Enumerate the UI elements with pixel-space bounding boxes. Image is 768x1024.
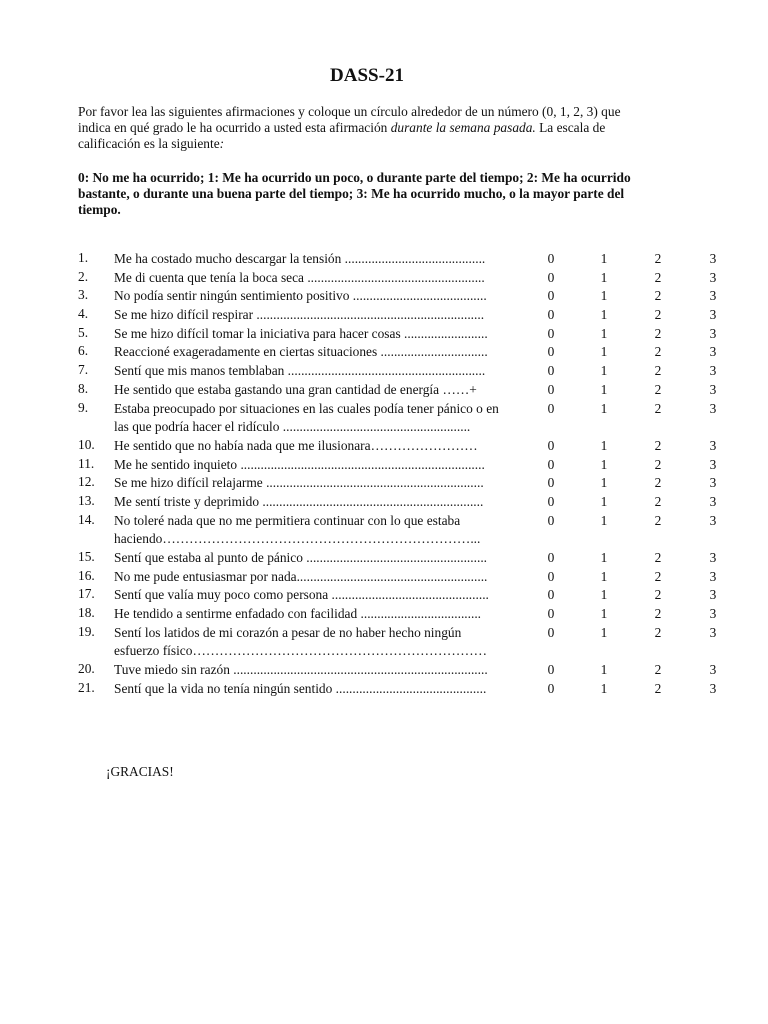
item-statement: He sentido que no había nada que me ilusionara…………………… <box>114 437 478 453</box>
questionnaire-item <box>78 287 728 306</box>
rating-option-1[interactable]: 1 <box>600 512 608 528</box>
instructions-text-part1: Por favor lea las siguientes afirmaciones y coloque un círculo alrededor de un número (0, 1, 2, 3) que indica en qué grado le ha ocurrido a usted esta afirmación <box>78 104 621 136</box>
rating-option-0[interactable]: 0 <box>547 606 555 622</box>
rating-option-1[interactable]: 1 <box>600 624 608 640</box>
item-number: 8. <box>78 380 89 396</box>
item-statement: Tuve miedo sin razón ............................................................................ <box>114 662 488 678</box>
questionnaire-items <box>78 250 728 699</box>
rating-option-2[interactable]: 2 <box>654 624 662 640</box>
item-number: 1. <box>78 250 89 265</box>
rating-option-0[interactable]: 0 <box>547 662 555 678</box>
rating-option-2[interactable]: 2 <box>654 288 662 304</box>
rating-option-0[interactable]: 0 <box>547 325 555 341</box>
rating-option-3[interactable]: 3 <box>709 400 717 416</box>
item-statement: Se me hizo difícil relajarme ................................................................. <box>114 475 484 491</box>
rating-option-2[interactable]: 2 <box>654 568 662 584</box>
rating-option-2[interactable]: 2 <box>654 269 662 285</box>
questionnaire-item <box>78 437 728 456</box>
item-statement: Se me hizo difícil respirar .................................................................... <box>114 307 485 323</box>
item-number: 19. <box>78 623 95 639</box>
item-number: 5. <box>78 324 89 340</box>
rating-option-2[interactable]: 2 <box>654 325 662 341</box>
item-number: 10. <box>78 436 95 452</box>
rating-option-1[interactable]: 1 <box>600 381 608 397</box>
item-statement: He sentido que estaba gastando una gran cantidad de energía ……+ <box>114 381 477 397</box>
rating-option-0[interactable]: 0 <box>547 624 555 640</box>
rating-option-0[interactable]: 0 <box>547 475 555 491</box>
item-statement: Me he sentido inquieto ......................................................................... <box>114 456 485 472</box>
item-number: 2. <box>78 268 89 284</box>
rating-option-3[interactable]: 3 <box>709 606 717 622</box>
item-statement: No podía sentir ningún sentimiento positivo ........................................ <box>114 288 487 304</box>
rating-option-3[interactable]: 3 <box>709 307 717 323</box>
rating-option-1[interactable]: 1 <box>600 363 608 379</box>
rating-option-0[interactable]: 0 <box>547 456 555 472</box>
questionnaire-item <box>78 474 728 493</box>
rating-option-1[interactable]: 1 <box>600 251 608 266</box>
rating-option-3[interactable]: 3 <box>709 475 717 491</box>
rating-option-3[interactable]: 3 <box>709 680 717 696</box>
rating-option-3[interactable]: 3 <box>709 550 717 566</box>
item-statement: Sentí que estaba al punto de pánico ...................................................... <box>114 550 488 566</box>
rating-option-1[interactable]: 1 <box>600 475 608 491</box>
questionnaire-item <box>78 512 728 549</box>
instructions-emphasis: durante la semana pasada. <box>390 120 536 136</box>
questionnaire-item <box>78 400 728 437</box>
item-number: 7. <box>78 362 89 378</box>
item-number: 6. <box>78 343 89 359</box>
rating-option-1[interactable]: 1 <box>600 307 608 323</box>
rating-option-0[interactable]: 0 <box>547 269 555 285</box>
rating-option-0[interactable]: 0 <box>547 437 555 453</box>
rating-option-1[interactable]: 1 <box>600 550 608 566</box>
rating-option-1[interactable]: 1 <box>600 568 608 584</box>
questionnaire-item <box>78 269 728 288</box>
item-statement: No toleré nada que no me permitiera continuar con lo que estaba haciendo……………………………………………………………... <box>114 512 481 547</box>
item-statement: Se me hizo difícil tomar la iniciativa para hacer cosas ......................... <box>114 325 488 341</box>
rating-option-3[interactable]: 3 <box>709 512 717 528</box>
rating-option-3[interactable]: 3 <box>709 251 717 266</box>
rating-option-1[interactable]: 1 <box>600 400 608 416</box>
questionnaire-item <box>78 568 728 587</box>
rating-option-0[interactable]: 0 <box>547 381 555 397</box>
rating-option-2[interactable]: 2 <box>654 363 662 379</box>
rating-option-3[interactable]: 3 <box>709 381 717 397</box>
rating-option-0[interactable]: 0 <box>547 550 555 566</box>
item-number: 18. <box>78 605 95 621</box>
questionnaire-item <box>78 306 728 325</box>
rating-option-1[interactable]: 1 <box>600 662 608 678</box>
rating-option-2[interactable]: 2 <box>654 344 662 360</box>
rating-option-2[interactable]: 2 <box>654 251 662 266</box>
rating-scale-description: 0: No me ha ocurrido; 1: Me ha ocurrido un poco, o durante parte del tiempo; 2: Me ha ocurrido bastante, o durante una buena parte del tiempo; 3: Me ha ocurrido mucho, o la mayor parte del tiempo. <box>78 170 631 218</box>
item-statement: He tendido a sentirme enfadado con facilidad .................................... <box>114 606 482 622</box>
questionnaire-item <box>78 680 728 699</box>
rating-option-1[interactable]: 1 <box>600 493 608 509</box>
questionnaire-item <box>78 381 728 400</box>
rating-option-2[interactable]: 2 <box>654 680 662 696</box>
rating-option-2[interactable]: 2 <box>654 512 662 528</box>
instructions-colon: : <box>219 136 225 152</box>
rating-option-3[interactable]: 3 <box>709 662 717 678</box>
rating-option-2[interactable]: 2 <box>654 400 662 416</box>
rating-option-0[interactable]: 0 <box>547 288 555 304</box>
rating-option-0[interactable]: 0 <box>547 251 555 266</box>
item-number: 9. <box>78 399 89 415</box>
rating-option-2[interactable]: 2 <box>654 437 662 453</box>
rating-option-0[interactable]: 0 <box>547 363 555 379</box>
rating-option-3[interactable]: 3 <box>709 344 717 360</box>
rating-option-0[interactable]: 0 <box>547 680 555 696</box>
rating-option-2[interactable]: 2 <box>654 606 662 622</box>
rating-option-1[interactable]: 1 <box>600 456 608 472</box>
rating-option-1[interactable]: 1 <box>600 680 608 696</box>
page-title: DASS-21 <box>330 65 404 86</box>
rating-option-3[interactable]: 3 <box>709 587 717 603</box>
rating-option-0[interactable]: 0 <box>547 587 555 603</box>
rating-option-2[interactable]: 2 <box>654 307 662 323</box>
rating-option-3[interactable]: 3 <box>709 456 717 472</box>
item-number: 12. <box>78 474 95 490</box>
item-statement: Me sentí triste y deprimido .................................................................. <box>114 493 484 509</box>
item-number: 17. <box>78 586 95 602</box>
rating-option-1[interactable]: 1 <box>600 437 608 453</box>
rating-option-3[interactable]: 3 <box>709 363 717 379</box>
item-statement: Sentí los latidos de mi corazón a pesar de no haber hecho ningún esfuerzo físico………………………………………………………… <box>114 624 488 659</box>
rating-option-3[interactable]: 3 <box>709 624 717 640</box>
questionnaire-item <box>78 493 728 512</box>
rating-option-2[interactable]: 2 <box>654 662 662 678</box>
rating-option-2[interactable]: 2 <box>654 475 662 491</box>
rating-option-1[interactable]: 1 <box>600 606 608 622</box>
rating-option-1[interactable]: 1 <box>600 325 608 341</box>
item-statement: Reaccioné exageradamente en ciertas situaciones ................................ <box>114 344 488 360</box>
rating-option-2[interactable]: 2 <box>654 381 662 397</box>
item-statement: Sentí que la vida no tenía ningún sentido ............................................. <box>114 680 487 696</box>
rating-option-0[interactable]: 0 <box>547 568 555 584</box>
item-number: 4. <box>78 306 89 322</box>
item-statement: Me di cuenta que tenía la boca seca ..................................................... <box>114 269 485 285</box>
rating-option-0[interactable]: 0 <box>547 344 555 360</box>
thanks-message: ¡GRACIAS! <box>106 764 174 779</box>
rating-option-0[interactable]: 0 <box>547 512 555 528</box>
instructions-text-part2: La escala de calificación es la siguiente <box>78 120 606 152</box>
rating-option-1[interactable]: 1 <box>600 344 608 360</box>
item-number: 16. <box>78 567 95 583</box>
questionnaire-item <box>78 605 728 624</box>
item-number: 11. <box>78 455 95 471</box>
questionnaire-item <box>78 624 728 661</box>
item-statement: Estaba preocupado por situaciones en las cuales podía tener pánico o en las que podría hacer el ridículo ........................................................ <box>114 400 503 435</box>
questionnaire-item <box>78 456 728 475</box>
rating-option-3[interactable]: 3 <box>709 288 717 304</box>
instructions-paragraph <box>78 104 648 153</box>
rating-option-3[interactable]: 3 <box>709 269 717 285</box>
rating-option-1[interactable]: 1 <box>600 587 608 603</box>
item-number: 21. <box>78 679 95 695</box>
item-statement: Me ha costado mucho descargar la tensión .......................................... <box>114 251 486 266</box>
questionnaire-item <box>78 661 728 680</box>
item-number: 20. <box>78 661 95 677</box>
rating-option-2[interactable]: 2 <box>654 456 662 472</box>
rating-option-3[interactable]: 3 <box>709 437 717 453</box>
item-statement: Sentí que valía muy poco como persona ............................................... <box>114 587 489 603</box>
rating-option-2[interactable]: 2 <box>654 587 662 603</box>
rating-option-1[interactable]: 1 <box>600 269 608 285</box>
questionnaire-item <box>78 343 728 362</box>
rating-option-0[interactable]: 0 <box>547 400 555 416</box>
rating-option-2[interactable]: 2 <box>654 550 662 566</box>
rating-option-0[interactable]: 0 <box>547 493 555 509</box>
questionnaire-item <box>78 362 728 381</box>
item-number: 15. <box>78 549 95 565</box>
questionnaire-item <box>78 549 728 568</box>
rating-option-3[interactable]: 3 <box>709 493 717 509</box>
questionnaire-item <box>78 586 728 605</box>
item-number: 14. <box>78 511 95 527</box>
questionnaire-item <box>78 250 728 269</box>
item-number: 3. <box>78 287 89 303</box>
rating-option-1[interactable]: 1 <box>600 288 608 304</box>
rating-option-2[interactable]: 2 <box>654 493 662 509</box>
item-statement: No me pude entusiasmar por nada......................................................... <box>114 568 488 584</box>
rating-option-0[interactable]: 0 <box>547 307 555 323</box>
item-statement: Sentí que mis manos temblaban ........................................................... <box>114 363 486 379</box>
rating-option-3[interactable]: 3 <box>709 568 717 584</box>
rating-option-3[interactable]: 3 <box>709 325 717 341</box>
item-number: 13. <box>78 492 95 508</box>
questionnaire-item <box>78 325 728 344</box>
